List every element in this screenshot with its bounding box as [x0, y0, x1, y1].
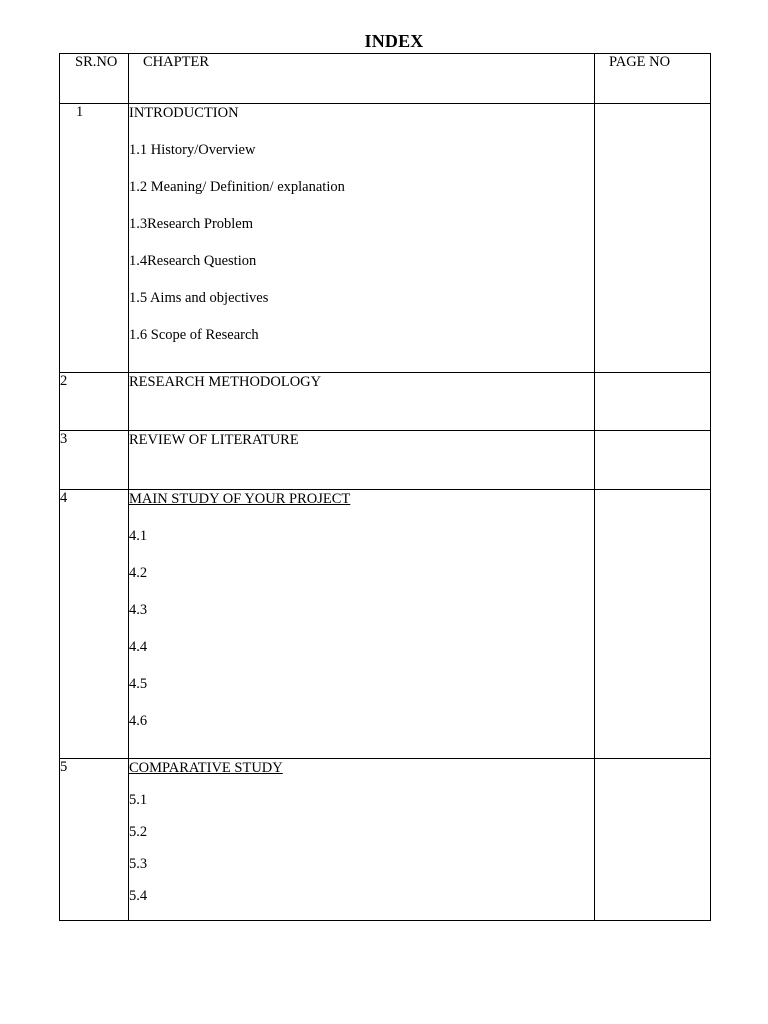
row-page-no	[595, 490, 711, 759]
row-srno: 1	[60, 104, 129, 373]
row-page-no	[595, 431, 711, 490]
header-srno: SR.NO	[60, 54, 129, 104]
chapter-title: REVIEW OF LITERATURE	[129, 432, 299, 448]
row-chapter-cell	[129, 759, 595, 921]
row-srno: 3	[60, 431, 129, 490]
subsection: 1.6 Scope of Research	[129, 327, 259, 343]
row-chapter-cell	[129, 104, 595, 373]
index-table	[59, 53, 711, 921]
subsection: 1.3Research Problem	[129, 216, 254, 232]
subsection: 5.1	[129, 792, 148, 808]
table-row	[60, 104, 711, 373]
row-chapter-cell	[129, 490, 595, 759]
table-row	[60, 431, 711, 490]
subsection: 1.2 Meaning/ Definition/ explanation	[129, 179, 345, 195]
table-row	[60, 759, 711, 921]
subsection: 5.2	[129, 824, 148, 840]
chapter-title: RESEARCH METHODOLOGY	[129, 374, 322, 390]
header-chapter: CHAPTER	[129, 54, 595, 104]
subsection: 4.2	[129, 565, 148, 581]
row-srno: 2	[60, 373, 129, 431]
subsection: 4.4	[129, 639, 148, 655]
subsection: 5.4	[129, 888, 148, 904]
subsection: 4.5	[129, 676, 148, 692]
chapter-title: INTRODUCTION	[129, 105, 239, 121]
chapter-title: COMPARATIVE STUDY	[129, 760, 283, 776]
page-title: INDEX	[364, 31, 424, 51]
subsection: 4.3	[129, 602, 148, 618]
subsection: 4.6	[129, 713, 148, 729]
table-row	[60, 373, 711, 431]
subsection: 1.1 History/Overview	[129, 142, 256, 158]
row-srno: 5	[60, 759, 129, 921]
row-srno: 4	[60, 490, 129, 759]
subsection: 1.4Research Question	[129, 253, 257, 269]
header-page-no: PAGE NO	[595, 54, 711, 104]
row-page-no	[595, 759, 711, 921]
subsection: 4.1	[129, 528, 148, 544]
chapter-title: MAIN STUDY OF YOUR PROJECT	[129, 491, 351, 507]
row-chapter-cell	[129, 373, 595, 431]
table-row	[60, 490, 711, 759]
subsection: 5.3	[129, 856, 148, 872]
header-row	[60, 54, 711, 104]
subsection: 1.5 Aims and objectives	[129, 290, 269, 306]
row-page-no	[595, 373, 711, 431]
row-chapter-cell	[129, 431, 595, 490]
row-page-no	[595, 104, 711, 373]
